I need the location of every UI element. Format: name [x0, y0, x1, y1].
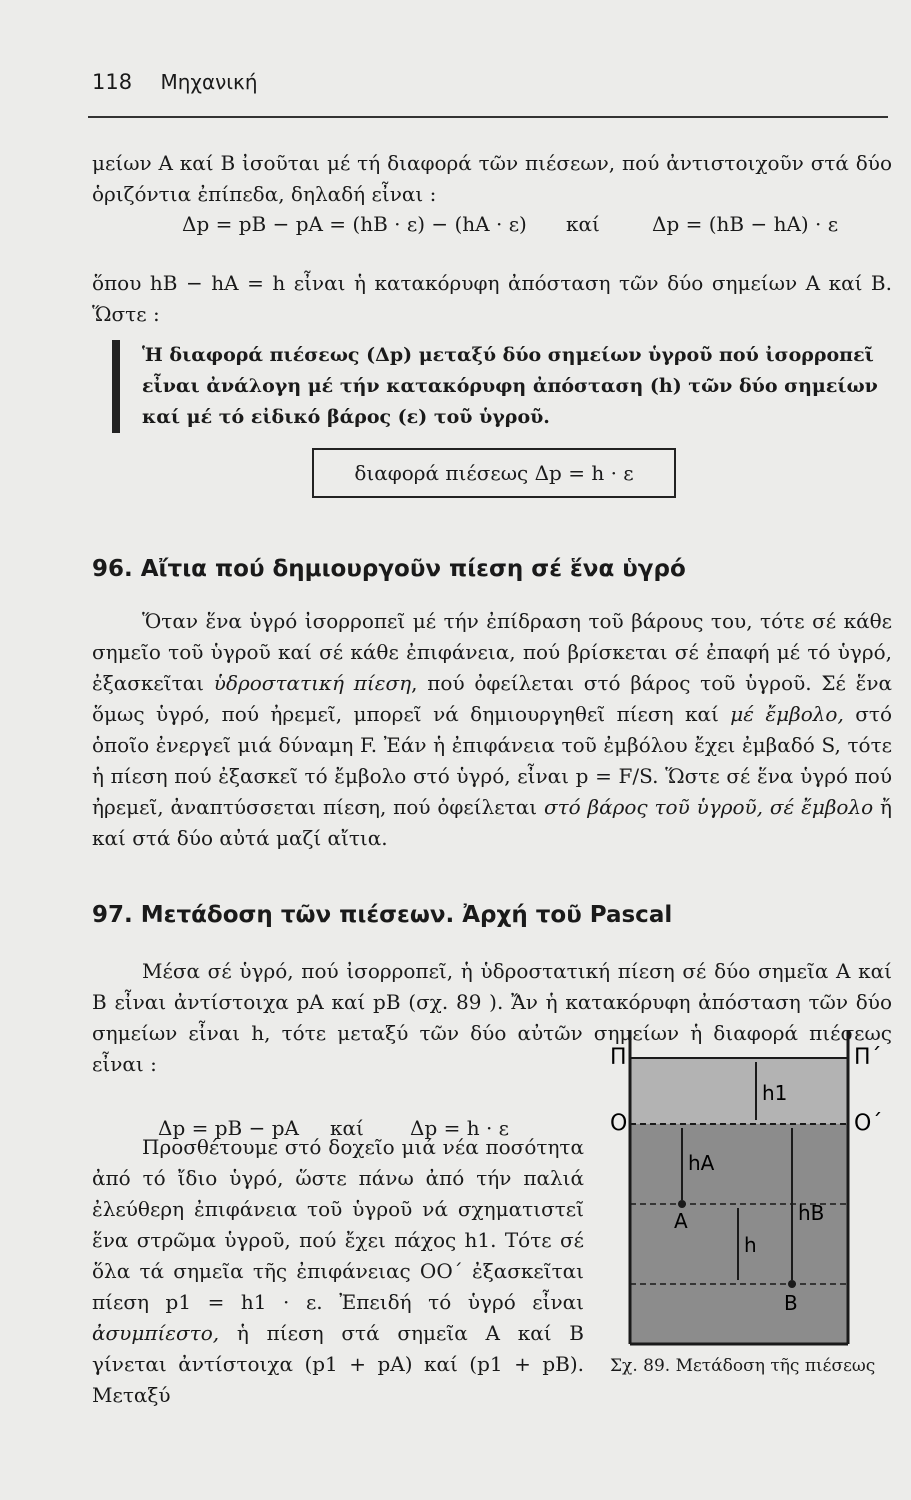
point-a	[678, 1200, 686, 1208]
label-h: h	[744, 1233, 757, 1257]
s97-text-b: ἡ πίεση στά σημεῖα Α καί Β γίνεται ἀντίστοιχα (p1 + pA) καί (p1 + pB). Μεταξύ	[92, 1321, 584, 1407]
principle-callout: Ἡ διαφορά πιέσεως (Δp) μεταξύ δύο σημείων ὑγροῦ πού ἰσορροπεῖ εἶναι ἀνάλογη μέ τήν κατακόρυφη ἀπόσταση (h) τῶν δύο σημείων καί μέ τό εἰδικό βάρος (ε) τοῦ ὑγροῦ.	[112, 340, 911, 433]
label-a: A	[674, 1209, 688, 1233]
equation-pressure-diff-2: Δp = (hB − hA) · ε	[652, 212, 839, 236]
equation-pb-pa: Δp = pB − pA	[158, 1116, 299, 1140]
point-b	[788, 1280, 796, 1288]
liquid-top-layer	[630, 1058, 848, 1124]
intro-paragraph: μείων Α καί Β ἰσοῦται μέ τή διαφορά τῶν πιέσεων, πού ἀντιστοιχοῦν στά δύο ὁριζόντια ἐπίπεδα, δηλαδή εἶναι :	[92, 151, 892, 206]
figure-89-diagram	[606, 1030, 906, 1350]
s96-text-a: Ὅταν ἕνα ὑγρό ἰσορροπεῖ μέ τήν ἐπίδραση τοῦ βάρους του, τότε σέ κάθε σημεῖο τοῦ ὑγροῦ καί σέ κάθε ἐπιφάνεια, πού βρίσκεται σέ ἐπαφή μέ τό ὑγρό, ἐξασκεῖται	[92, 609, 892, 695]
page-header	[92, 70, 258, 94]
section-97-paragraph-1: Μέσα σέ ὑγρό, πού ἰσορροπεῖ, ἡ ὑδροστατική πίεση σέ δύο σημεῖα Α καί Β εἶναι ἀντίστοιχα pA καί pB (σχ. 89 ). Ἄν ἡ κατακόρυφη ἀπόσταση τῶν δύο σημείων εἶναι h, τότε μεταξύ τῶν δύο αὐτῶν σημείων ἡ διαφορά πιέσεως εἶναι :	[92, 959, 892, 1076]
term-incompressible: ἀσυμπίεστο,	[92, 1321, 220, 1345]
s96-text-c: στό ὁποῖο ἐνεργεῖ μιά δύναμη F. Ἐάν ἡ ἐπιφάνεια τοῦ ἐμβόλου ἔχει ἐμβαδό S, τότε ἡ πίεση πού ἐξασκεῖ τό ἔμβολο στό ὑγρό, εἶναι p = F/S. Ὥστε σέ ἕνα ὑγρό πού ἠρεμεῖ, ἀναπτύσσεται πίεση, πού ὀφείλεται	[92, 702, 892, 819]
equation-pressure-diff: Δp = pB − pA = (hB · ε) − (hA · ε)	[182, 212, 527, 236]
section-97-paragraph-2	[92, 1132, 584, 1411]
s97-text-a: Προσθέτουμε στό δοχεῖο μιά νέα ποσότητα ἀπό τό ἴδιο ὑγρό, ὥστε πάνω ἀπό τήν παλιά ἐλεύθερη ἐπιφάνεια τοῦ ὑγροῦ νά σχηματιστεῖ ἕνα στρῶμα ὑγροῦ, πού ἔχει πάχος h1. Τότε σέ ὅλα τά σημεῖα τῆς ἐπιφάνειας ΟΟ΄ ἐξασκεῖται πίεση p1 = h1 · ε. Ἐπειδή τό ὑγρό εἶναι	[92, 1135, 584, 1314]
page-number: 118	[92, 70, 133, 94]
s96-text-d: ἤ καί στά δύο αὐτά μαζί αἴτια.	[92, 795, 892, 850]
term-weight: στό βάρος τοῦ ὑγροῦ, σέ ἔμβολο	[543, 795, 874, 819]
label-p-prime: Π΄	[854, 1045, 882, 1070]
section-96-title: 96. Αἴτια πού δημιουργοῦν πίεση σέ ἕνα ὑγρό	[92, 556, 686, 582]
header-rule	[88, 116, 888, 118]
section-name: Μηχανική	[160, 70, 258, 94]
equation-and-2: καί	[330, 1116, 364, 1140]
label-h1: h1	[762, 1081, 788, 1105]
intro-paragraph-2: ὅπου hB − hA = h εἶναι ἡ κατακόρυφη ἀπόσταση τῶν δύο σημείων Α καί Β. Ὥστε :	[92, 271, 892, 326]
figure-caption: Σχ. 89. Μετάδοση τῆς πιέσεως	[610, 1356, 876, 1376]
label-ha: hA	[688, 1151, 715, 1175]
equation-h-e: Δp = h · ε	[410, 1116, 510, 1140]
boxed-formula: διαφορά πιέσεως Δp = h · ε	[312, 448, 676, 498]
section-96-paragraph	[92, 606, 892, 854]
term-piston: μέ ἔμβολο,	[730, 702, 844, 726]
term-hydrostatic-pressure: ὑδροστατική πίεση	[213, 671, 412, 695]
label-b: B	[784, 1291, 798, 1315]
label-o: Ο	[610, 1111, 628, 1136]
equation-and: καί	[566, 212, 600, 236]
s96-text-b: , πού ὀφείλεται στό βάρος τοῦ ὑγροῦ. Σέ ἕνα ὅμως ὑγρό, πού ἠρεμεῖ, μπορεῖ νά δημιουργηθεῖ πίεση καί	[92, 671, 893, 726]
label-hb: hB	[798, 1201, 825, 1225]
label-o-prime: Ο΄	[854, 1111, 883, 1136]
label-p: Π	[610, 1045, 627, 1070]
section-97-title: 97. Μετάδοση τῶν πιέσεων. Ἀρχή τοῦ Pascal	[92, 902, 673, 928]
